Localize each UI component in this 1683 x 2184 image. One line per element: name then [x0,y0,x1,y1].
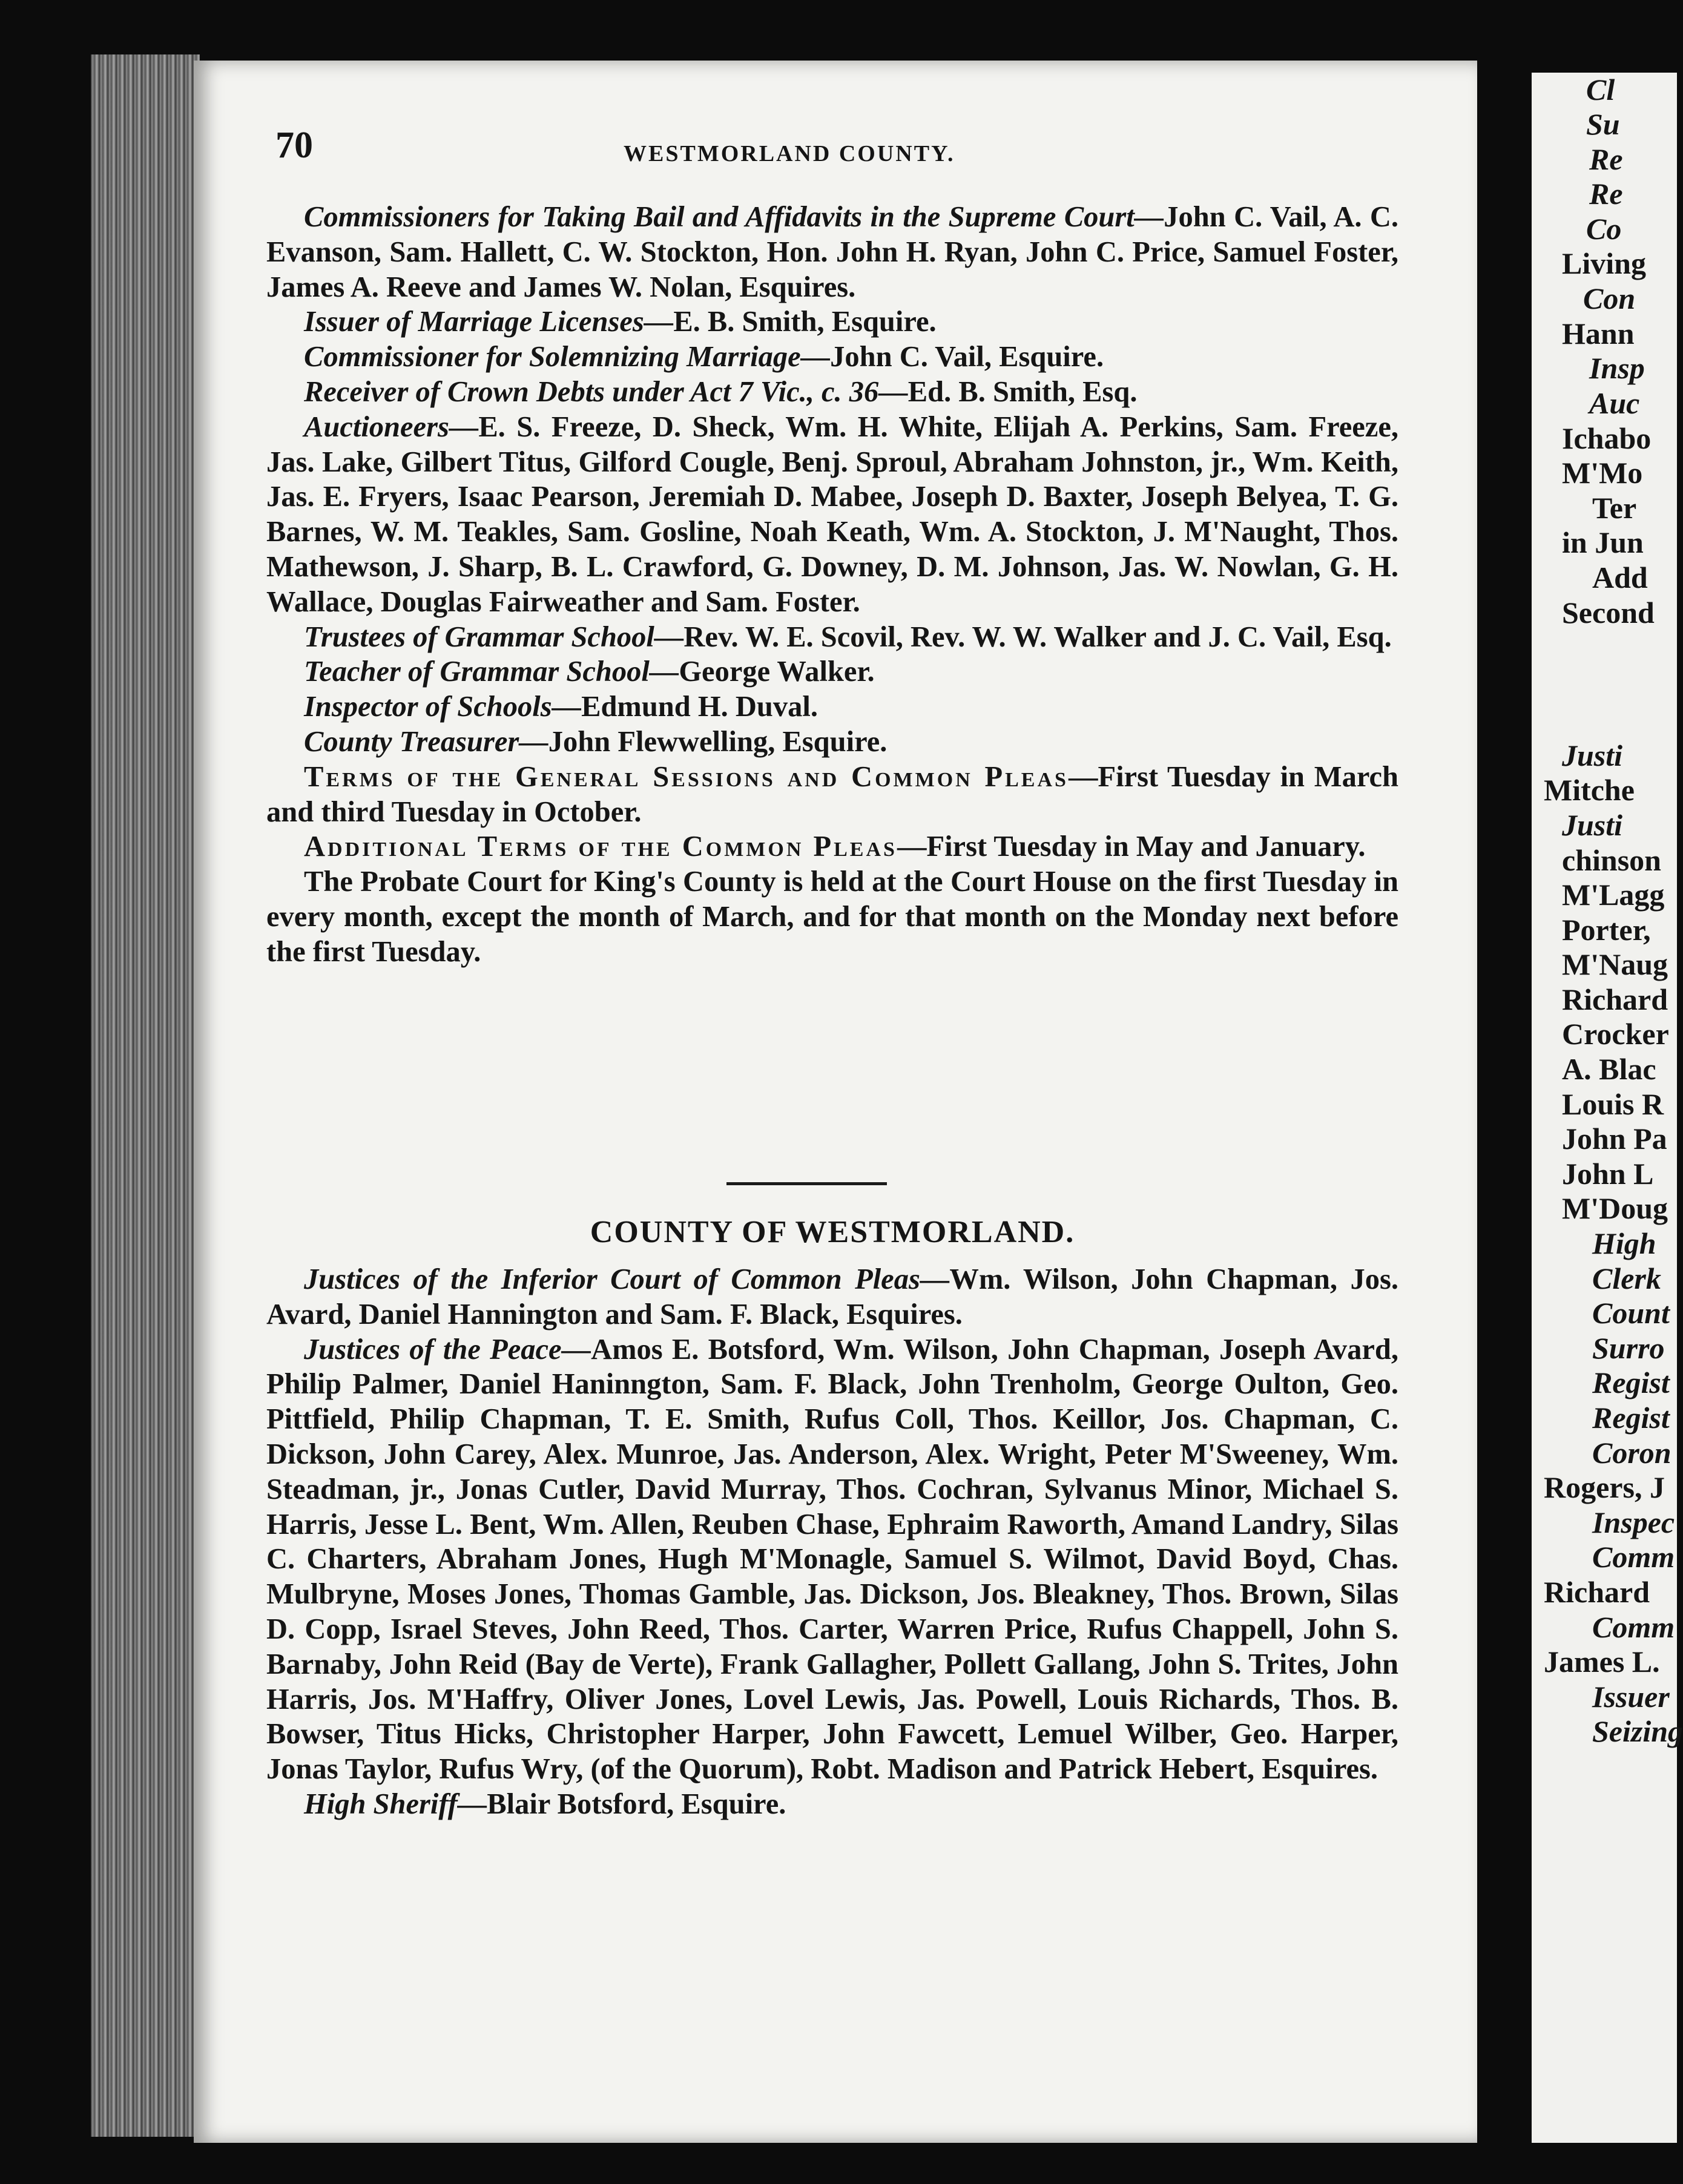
next-page-fragment-text: Crocker [1562,1017,1669,1051]
next-page-fragment-text: M'Mo [1562,456,1643,490]
next-page-fragment-text: Clerk [1592,1261,1661,1295]
section-divider [726,1182,887,1185]
entry-label: Inspector of Schools— [304,691,582,723]
next-page-fragment-text: Richard [1544,1575,1650,1609]
probate-note: The Probate Court for King's County is held at the Court House on the first Tuesday in every month, except the month of March, and for that month on the Monday next before the first Tuesday. [266,866,1398,968]
terms-text: —First Tuesday in March and third Tuesday in October. [266,760,1398,828]
terms-paragraph [266,829,1398,864]
entry-label: Auctioneers— [304,410,479,443]
next-page-fragment-text: Mitche [1544,773,1635,807]
next-page-fragment-text: Seizing [1592,1714,1683,1748]
entry-paragraph [266,200,1398,304]
next-page-fragment-text: Count [1592,1296,1670,1330]
entry-label: Justices of the Inferior Court of Common Pleas— [304,1263,950,1295]
entry-paragraph [266,1787,1398,1822]
entry-label: Trustees of Grammar School— [304,620,684,653]
terms-paragraph [266,760,1398,830]
next-page-fragment-text: Issuer [1592,1680,1670,1714]
next-page-fragment-text: Living [1562,246,1646,280]
entry-text: John C. Vail, Esquire. [830,341,1104,373]
entry-text: John Flewwelling, Esquire. [548,725,888,758]
next-page-fragment-text: Second [1562,596,1655,630]
entry-text: George Walker. [679,656,875,688]
next-page-fragment-text: Insp [1589,351,1645,385]
entry-label: Issuer of Marriage Licenses— [304,306,674,338]
entry-text: Amos E. Botsford, Wm. Wilson, John Chapman, Joseph Avard, Philip Palmer, Daniel Haninngton, Sam. F. Black, John Trenholm, George Oulton, Geo. Pittfield, Philip Chapman, T. E. Smith, Rufus Coll, Thos. Keillor, Jos. Chapman, C. Dickson, John Carey, Alex. Munroe, Jas. Anderson, Alex. Wright, Peter M'Sweeney, Wm. Steadman, jr., Jonas Cutler, David Murray, Thos. Cochran, Sylvanus Minor, Michael S. Harris, Jesse L. Bent, Wm. Allen, Reuben Chase, Ephraim Raworth, Amand Landry, Silas C. Charters, Abraham Jones, Hugh M'Monagle, Samuel S. Wilmot, David Boyd, Chas. Mulbryne, Moses Jones, Thomas Gamble, Jas. Dickson, Jos. Bleakney, Thos. Brown, Silas D. Copp, Israel Steves, John Reed, Thos. Carter, Warren Price, Rufus Chappell, John S. Barnaby, John Reid (Bay de Verte), Frank Gallagher, Pollett Gallang, John S. Trites, John Harris, Jos. M'Haffry, Oliver Jones, Lovel Lewis, Jas. Powell, Louis Richards, Thos. B. Bowser, Titus Hicks, Christopher Harper, John Fawcett, Lemuel Wilber, Geo. Harper, Jonas Taylor, Rufus Wry, (of the Quorum), Robt. Madison and Patrick Hebert, Esquires. [266,1333,1398,1786]
running-head: WESTMORLAND COUNTY. [624,141,955,166]
entry-text: John C. Vail, A. C. Evanson, Sam. Hallett, C. W. Stockton, Hon. John H. Ryan, John C. Price, Samuel Foster, James A. Reeve and James W. Nolan, Esquires. [266,201,1398,303]
next-page-fragment-text: M'Naug [1562,947,1668,981]
next-page-fragment-text: Ichabo [1562,421,1652,455]
entry-paragraph [266,689,1398,725]
next-page-fragment-text: M'Lagg [1562,878,1665,912]
next-page-fragment-text: M'Doug [1562,1191,1668,1225]
westmorland-officials-list [266,1262,1398,1822]
terms-caps: Additional Terms of the Common Pleas [304,831,897,863]
next-page-fragment-text: John Pa [1562,1122,1667,1156]
next-page-fragment-text: Re [1589,142,1623,176]
book-spine [91,54,200,2137]
next-page-fragment-text: Justi [1562,738,1623,772]
next-page-fragment-text: Su [1586,107,1620,141]
next-page-fragment-text: Regist [1592,1366,1670,1400]
entry-paragraph [266,340,1398,375]
entry-text: E. B. Smith, Esquire. [673,306,937,338]
entry-text: E. S. Freeze, D. Sheck, Wm. H. White, Elijah A. Perkins, Sam. Freeze, Jas. Lake, Gilbert Titus, Gilford Cougle, Benj. Sproul, Abraham Johnston, jr., Wm. Keith, Jas. E. Fryers, Isaac Pearson, Jeremiah D. Mabee, Joseph D. Baxter, Joseph Belyea, T. G. Barnes, W. M. Teakles, Sam. Gosline, Noah Keath, Wm. A. Stockton, J. M'Naught, Thos. Mathewson, J. Sharp, B. L. Crawford, G. Downey, D. M. Johnson, Jas. W. Nowlan, G. H. Wallace, Douglas Fairweather and Sam. Foster. [266,410,1398,618]
next-page-fragment-text: Re [1589,177,1623,211]
entry-paragraph [266,1332,1398,1787]
entry-label: Justices of the Peace— [304,1333,591,1366]
county-heading: COUNTY OF WESTMORLAND. [590,1215,1075,1249]
entry-paragraph [266,620,1398,655]
entry-label: Receiver of Crown Debts under Act 7 Vic., c. 36— [304,375,908,408]
next-page-fragment-text: John L [1562,1157,1654,1191]
next-page-fragment-text: in Jun [1562,525,1644,559]
next-page-fragment-text: Add [1592,561,1648,594]
entry-paragraph [266,375,1398,410]
entry-label: Commissioners for Taking Bail and Affidavits in the Supreme Court— [304,201,1164,233]
next-page-fragment-text: Auc [1589,386,1640,420]
entry-label: High Sheriff— [304,1788,487,1820]
entry-label: County Treasurer— [304,725,548,758]
next-page-fragment-text: chinson [1562,843,1661,877]
entry-paragraph [266,725,1398,760]
next-page-fragment-text: Surro [1592,1331,1665,1365]
next-page-fragment-text: Comm [1592,1610,1675,1644]
entry-text: Ed. B. Smith, Esq. [907,375,1138,408]
entry-text: Rev. W. E. Scovil, Rev. W. W. Walker and J. C. Vail, Esq. [683,620,1392,653]
next-page-fragment-text: Richard [1562,982,1668,1016]
next-page-fragment-text: Cl [1586,73,1615,107]
entry-paragraph [266,410,1398,620]
next-page-fragment-text: Justi [1562,808,1623,842]
entry-paragraph [266,304,1398,340]
terms-caps: Terms of the General Sessions and Common Pleas [304,760,1069,793]
next-page-fragment-text: Inspec [1592,1505,1675,1539]
next-page-fragment-text: Coron [1592,1436,1671,1470]
terms-text: —First Tuesday in May and January. [897,831,1366,863]
next-page-fragment-text: Co [1586,212,1622,246]
entry-text: Wm. Wilson, John Chapman, Jos. Avard, Daniel Hannington and Sam. F. Black, Esquires. [266,1263,1398,1330]
next-page-fragment-text: Louis R [1562,1087,1664,1121]
next-page-fragment-text: Ter [1592,491,1637,525]
entry-label: Teacher of Grammar School— [304,656,679,688]
next-page-fragment-text: Hann [1562,317,1635,350]
entry-label: Commissioner for Solemnizing Marriage— [304,341,831,373]
page-number: 70 [275,125,313,166]
next-page-fragment-text: Regist [1592,1401,1670,1435]
entry-text: Edmund H. Duval. [581,691,818,723]
officials-list [266,200,1398,970]
next-page-fragment-text: James L. [1544,1645,1660,1679]
entry-paragraph [266,1262,1398,1332]
next-page-fragment-text: High [1592,1226,1656,1260]
next-page-fragment-text: Comm [1592,1540,1675,1574]
entry-text: Blair Botsford, Esquire. [487,1788,786,1820]
adjacent-page-fragment [1532,73,1683,2143]
next-page-fragment-text: Rogers, J [1544,1470,1665,1504]
entry-paragraph [266,654,1398,689]
next-page-fragment-text: Con [1583,281,1636,315]
next-page-fragment-text: A. Blac [1562,1052,1656,1086]
next-page-fragment-text: Porter, [1562,913,1651,947]
